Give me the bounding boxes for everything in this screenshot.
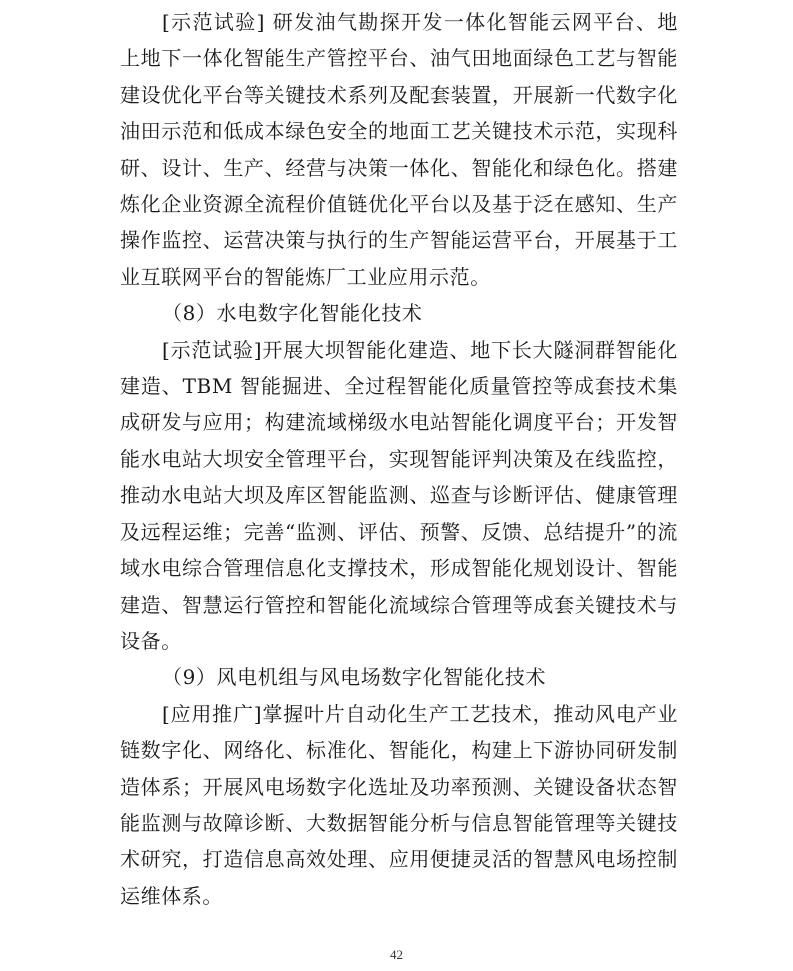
page-number: 42	[390, 947, 403, 962]
paragraph-text: 研发油气勘探开发一体化智能云网平台、地上地下一体化智能生产管控平台、油气田地面绿色工艺与智能建设优化平台等关键技术系列及配套装置，开展新一代数字化油田示范和低成本绿色安全的地面工艺关键技术示范，实现科研、设计、生产、经营与决策一体化、智能化和绿色化。搭建炼化企业资源全流程价值链优化平台以及基于泛在感知、生产操作监控、运营决策与执行的生产智能运营平台，开展基于工业互联网平台的智能炼厂工业应用示范。	[120, 10, 678, 289]
paragraph-text: 掌握叶片自动化生产工艺技术，推动风电产业链数字化、网络化、标准化、智能化，构建上下游协同研发制造体系；开展风电场数字化选址及功率预测、关键设备状态智能监测与故障诊断、大数据智能分析与信息智能管理等关键技术研究，打造信息高效处理、应用便捷灵活的智慧风电场控制运维体系。	[120, 701, 678, 908]
paragraph-tag: [示范试验]	[162, 10, 266, 34]
paragraph-wind-power-application	[120, 696, 678, 914]
paragraph-tag: [应用推广]	[162, 701, 263, 726]
paragraph-oil-gas-demo	[120, 4, 678, 295]
paragraph-tag: [示范试验]	[162, 337, 263, 362]
section-heading-hydropower: （8）水电数字化智能化技术	[162, 301, 423, 326]
paragraph-text: 开展大坝智能化建造、地下长大隧洞群智能化建造、TBM 智能掘进、全过程智能化质量管控等成套技术集成研发与应用；构建流域梯级水电站智能化调度平台；开发智能水电站大坝安全管理平台，实现智能评判决策及在线监控，推动水电站大坝及库区智能监测、巡查与诊断评估、健康管理及远程运维；完善“监测、评估、预警、反馈、总结提升”的流域水电综合管理信息化支撑技术，形成智能化规划设计、智能建造、智慧运行管控和智能化流域综合管理等成套关键技术与设备。	[120, 337, 678, 653]
paragraph-hydropower-demo	[120, 332, 678, 660]
section-heading-wind-power: （9）风电机组与风电场数字化智能化技术	[162, 665, 547, 690]
document-body	[120, 4, 678, 914]
